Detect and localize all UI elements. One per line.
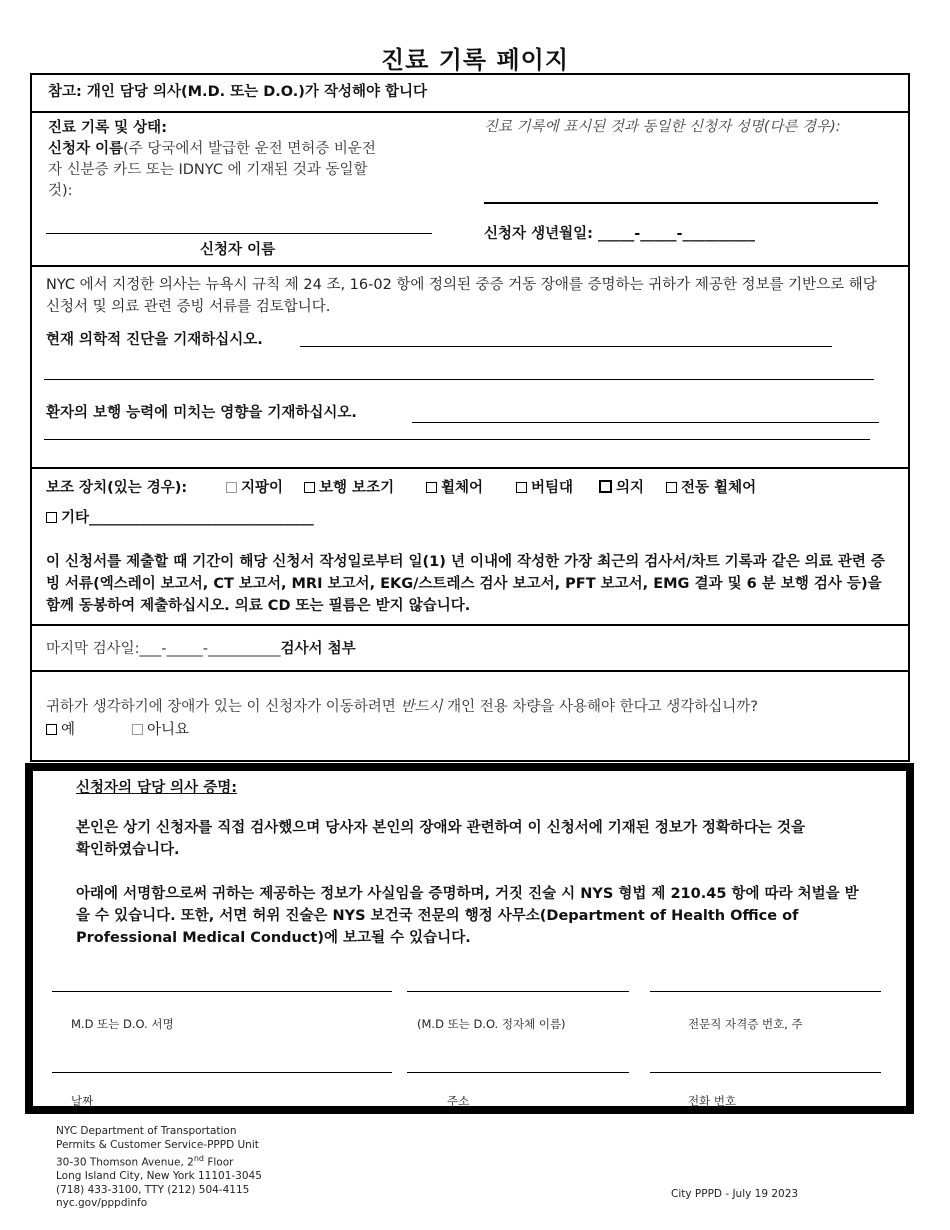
checkbox-icon[interactable] <box>226 482 237 493</box>
walking-impact-label: 환자의 보행 능력에 미치는 영향을 기재하십시오. <box>46 405 357 421</box>
print-name-label: (M.D 또는 D.O. 정자체 이름) <box>417 1017 566 1031</box>
alt-name-label: 진료 기록에 표시된 것과 동일한 신청자 성명(다른 경우): <box>484 119 841 135</box>
vehicle-question: 귀하가 생각하기에 장애가 있는 이 신청자가 이동하려면 반드시 개인 전용 차량을 사용해야 한다고 생각하십니까? <box>46 699 758 715</box>
device-option-other[interactable]: 기타_______________________________ <box>46 507 314 529</box>
name-label: 신청자 이름 <box>48 141 124 157</box>
device-option-walker[interactable]: 보행 보조기 <box>304 477 394 499</box>
current-diagnosis-line-2[interactable] <box>44 379 874 380</box>
checkbox-icon[interactable] <box>304 482 315 493</box>
print-name-line[interactable] <box>407 991 629 992</box>
current-diagnosis-label: 현재 의학적 진단을 기재하십시오. <box>46 332 263 348</box>
checkbox-icon[interactable] <box>516 482 527 493</box>
record-heading: 진료 기록 및 상태: 신청자 이름(주 당국에서 발급한 운전 면허증 비운전자 신분증 카드 또는 IDNYC 에 기재된 것과 동일할 것): <box>48 120 376 199</box>
date-line[interactable] <box>52 1072 392 1073</box>
last-exam-section <box>30 624 910 670</box>
devices-section <box>30 467 910 624</box>
phone-label: 전화 번호 <box>688 1094 737 1108</box>
evidence-instructions: 이 신청서를 제출할 때 기간이 해당 신청서 작성일로부터 일(1) 년 이내에 작성한 가장 최근의 검사서/차트 기록과 같은 의료 관련 증빙 서류(엑스레이 보고서, CT 보고서, MRI 보고서, EKG/스트레스 검사 보고서, PFT 보고서, EMG 결과 및 6 분 보행 검사 등)을 함께 동봉하여 제출하십시오. 의료 CD 또는 필름은 받지 않습니다. <box>46 554 885 614</box>
phone-line[interactable] <box>650 1072 881 1073</box>
vehicle-no-option[interactable]: 아니요 <box>132 719 189 741</box>
vehicle-section <box>30 670 910 762</box>
checkbox-icon[interactable] <box>132 724 143 735</box>
checkbox-icon[interactable] <box>666 482 677 493</box>
certification-statement: 본인은 상기 신청자를 직접 검사했으며 당사자 본인의 장애와 관련하여 이 신청서에 기재된 정보가 정확하다는 것을 확인하였습니다. <box>76 820 805 858</box>
current-diagnosis-line-1[interactable] <box>300 346 832 347</box>
note-text: 참고: 개인 담당 의사(M.D. 또는 D.O.)가 작성해야 합니다 <box>48 84 428 100</box>
license-label: 전문직 자격증 번호, 주 <box>688 1017 803 1031</box>
certification-heading: 신청자의 담당 의사 증명: <box>76 780 238 796</box>
address-line[interactable] <box>407 1072 629 1073</box>
vehicle-yes-option[interactable]: 예 <box>46 719 75 741</box>
footer-address: NYC Department of Transportation Permits & Customer Service-PPPD Unit 30-30 Thomson Avenue, 2nd Floor Long Island City, New York 11101-3045 (718) 433-3100, TTY (212) 504-4115 nyc.gov/pppdinfo <box>56 1125 262 1209</box>
diagnosis-section <box>30 265 910 467</box>
checkbox-icon[interactable] <box>599 480 612 493</box>
penalty-statement: 아래에 서명함으로써 귀하는 제공하는 정보가 사실임을 증명하며, 거짓 진술 시 NYS 형법 제 210.45 항에 따라 처벌을 받을 수 있습니다. 또한, 서면 허위 진술은 NYS 보건국 전문의 행정 사무소(Department of Health Office of Professional Medical Conduct)에 보고될 수 있습니다. <box>76 886 859 946</box>
note-section <box>30 73 910 111</box>
checkbox-icon[interactable] <box>46 512 57 523</box>
checkbox-icon[interactable] <box>426 482 437 493</box>
name-label-detail: (주 당국에서 발급한 운전 면허증 비운전자 신분증 카드 또는 IDNYC 에 기재된 것과 동일할 것): <box>48 141 376 199</box>
device-option-wheelchair[interactable]: 휠체어 <box>426 477 483 499</box>
signature-line[interactable] <box>52 991 392 992</box>
review-intro: NYC 에서 지정한 의사는 뉴욕시 규칙 제 24 조, 16-02 항에 정의된 중증 거동 장애를 증명하는 귀하가 제공한 정보를 기반으로 해당 신청서 및 의료 관련 증빙 서류를 검토합니다. <box>46 277 877 315</box>
walking-impact-line-1[interactable] <box>412 422 879 423</box>
form-version: City PPPD - July 19 2023 <box>671 1188 799 1200</box>
device-option-power-wheelchair[interactable]: 전동 휠체어 <box>666 477 756 499</box>
walking-impact-line-2[interactable] <box>44 439 870 440</box>
record-section <box>30 111 910 265</box>
address-label: 주소 <box>447 1094 470 1108</box>
applicant-name-line[interactable] <box>46 233 432 234</box>
applicant-name-caption: 신청자 이름 <box>200 242 276 258</box>
date-label: 날짜 <box>71 1094 94 1108</box>
checkbox-icon[interactable] <box>46 724 57 735</box>
alt-name-line[interactable] <box>484 202 878 204</box>
page-title: 진료 기록 페이지 <box>381 46 569 74</box>
certification-section <box>25 763 914 1114</box>
device-option-brace[interactable]: 버팀대 <box>516 477 573 499</box>
last-exam-field[interactable]: 마지막 검사일:___-_____-__________검사서 첨부 <box>46 641 356 657</box>
device-option-prosthesis[interactable]: 의지 <box>599 477 644 499</box>
footer-website-link[interactable]: nyc.gov/pppdinfo <box>56 1197 148 1209</box>
devices-label: 보조 장치(있는 경우): <box>46 480 188 496</box>
device-option-cane[interactable]: 지팡이 <box>226 477 283 499</box>
license-line[interactable] <box>650 991 881 992</box>
attach-exam-label: 검사서 첨부 <box>280 641 356 657</box>
signature-label: M.D 또는 D.O. 서명 <box>71 1017 174 1031</box>
dob-field[interactable]: 신청자 생년월일: _____-_____-__________ <box>484 226 755 242</box>
